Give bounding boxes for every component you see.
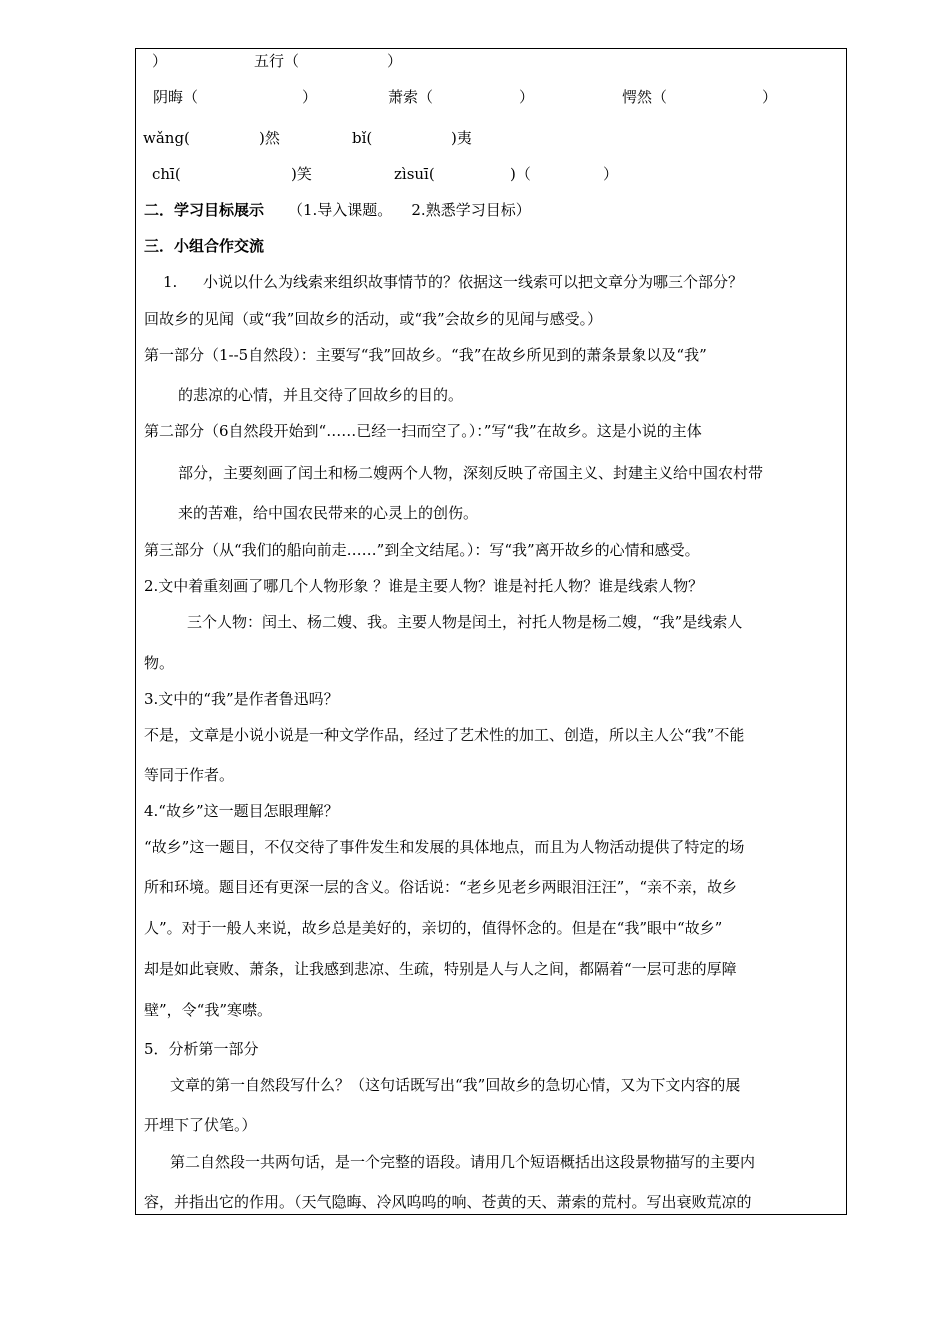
vocab-xiaosuo: 萧索（ xyxy=(388,88,434,106)
vocab-yinhui: 阴晦（ xyxy=(153,88,199,106)
answer-5-line1: 文章的第一自然段写什么？（这句话既写出“我”回故乡的急切心情，又为下文内容的展 xyxy=(170,1076,741,1094)
vocab-bi-close: )夷 xyxy=(451,129,472,147)
question-5: 5．分析第一部分 xyxy=(144,1040,259,1058)
vocab-eran: 愕然（ xyxy=(622,88,668,106)
vocab-wuxing-close: ） xyxy=(387,52,403,70)
vocab-wang-close: )然 xyxy=(259,129,280,147)
answer-4-line3: 人”。对于一般人来说，故乡总是美好的，亲切的，值得怀念的。但是在“我”眼中“故乡” xyxy=(144,919,723,937)
answer-5-line2: 开埋下了伏笔。） xyxy=(144,1116,257,1134)
answer-4-line5: 壁”，令“我”寒噤。 xyxy=(144,1001,273,1019)
answer-4-line4: 却是如此衰败、萧条，让我感到悲凉、生疏，特别是人与人之间，都隔着“一层可悲的厚障 xyxy=(144,960,737,978)
section2-heading: 二．学习目标展示 xyxy=(144,201,265,219)
section3-heading: 三．小组合作交流 xyxy=(144,237,265,255)
section2-items: （1.导入课题。 2.熟悉学习目标） xyxy=(288,201,531,219)
part2-line3: 来的苦难，给中国农民带来的心灵上的创伤。 xyxy=(178,504,479,522)
vocab-wang: wǎng( xyxy=(143,129,190,147)
vocab-zisui-close: )（ xyxy=(510,165,531,183)
vocab-zisui-close2: ） xyxy=(603,165,619,183)
question-1-number: 1. xyxy=(163,273,178,291)
vocab-chi-close: )笑 xyxy=(291,165,312,183)
answer-5-line3: 第二自然段一共两句话，是一个完整的语段。请用几个短语概括出这段景物描写的主要内 xyxy=(170,1153,756,1171)
vocab-yinhui-close: ） xyxy=(302,88,318,106)
answer-4-line1: “故乡”这一题目，不仅交待了事件发生和发展的具体地点，而且为人物活动提供了特定的场 xyxy=(144,838,745,856)
vocab-wuxing: 五行（ xyxy=(254,52,300,70)
answer-2-line2: 物。 xyxy=(144,654,175,672)
answer-4-line2: 所和环境。题目还有更深一层的含义。俗话说：“老乡见老乡两眼泪汪汪”，“亲不亲，故乡 xyxy=(144,878,738,896)
part3-line: 第三部分（从“我们的船向前走……”到全文结尾。）：写“我”离开故乡的心情和感受。 xyxy=(144,541,700,559)
part2-line1: 第二部分（6自然段开始到“……已经一扫而空了。）：”写“我”在故乡。这是小说的主体 xyxy=(144,422,702,440)
vocab-bracket-close: ） xyxy=(152,52,168,70)
answer-2-line1: 三个人物：闰土、杨二嫂、我。主要人物是闰土，衬托人物是杨二嫂，“我”是线索人 xyxy=(187,613,743,631)
part2-line2: 部分，主要刻画了闰土和杨二嫂两个人物，深刻反映了帝国主义、封建主义给中国农村带 xyxy=(178,464,764,482)
question-4: 4.“故乡”这一题目怎眼理解？ xyxy=(144,802,339,820)
part1-line1: 第一部分（1--5自然段）：主要写“我”回故乡。“我”在故乡所见到的萧条景象以及“我” xyxy=(144,346,707,364)
answer-3-line2: 等同于作者。 xyxy=(144,766,235,784)
answer-3-line1: 不是，文章是小说小说是一种文学作品，经过了艺术性的加工、创造，所以主人公“我”不能 xyxy=(144,726,745,744)
answer-5-line4: 容，并指出它的作用。（天气隐晦、冷风呜呜的响、苍黄的天、萧索的荒村。写出衰败荒凉的 xyxy=(144,1193,752,1211)
vocab-bi: bǐ( xyxy=(352,129,373,147)
answer-1: 回故乡的见闻（或“我”回故乡的活动，或“我”会故乡的见闻与感受。） xyxy=(144,310,603,328)
vocab-eran-close: ） xyxy=(762,88,778,106)
vocab-zisui: zìsuī( xyxy=(394,165,435,183)
vocab-xiaosuo-close: ） xyxy=(519,88,535,106)
part1-line2: 的悲凉的心情，并且交待了回故乡的目的。 xyxy=(178,386,464,404)
question-3: 3.文中的“我”是作者鲁迅吗？ xyxy=(144,690,339,708)
question-1: 小说以什么为线索来组织故事情节的？依据这一线索可以把文章分为哪三个部分？ xyxy=(203,273,744,291)
vocab-chi: chī( xyxy=(152,165,181,183)
question-2: 2.文中着重刻画了哪几个人物形象 ？谁是主要人物？谁是衬托人物？谁是线索人物？ xyxy=(144,577,704,595)
